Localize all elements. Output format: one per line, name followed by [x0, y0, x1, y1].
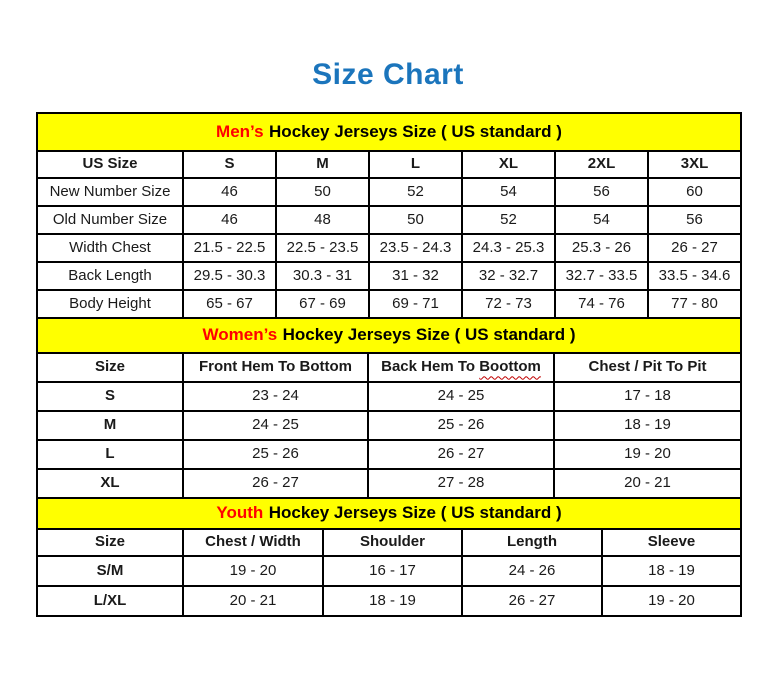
cell: 25 - 26 [368, 411, 554, 440]
column-header: Size [37, 529, 183, 556]
cell: 27 - 28 [368, 469, 554, 498]
cell: 24 - 25 [183, 411, 368, 440]
cell: 18 - 19 [602, 556, 741, 586]
table-row [37, 262, 741, 290]
cell: 46 [183, 206, 276, 234]
cell: 69 - 71 [369, 290, 462, 318]
column-header: US Size [37, 151, 183, 178]
cell: 26 - 27 [183, 469, 368, 498]
cell: 18 - 19 [323, 586, 462, 616]
mens-column-header-row [37, 151, 741, 178]
youth-accent-label: Youth [216, 503, 264, 523]
column-header: Size [37, 353, 183, 382]
cell: 26 - 27 [462, 586, 602, 616]
row-label: S/M [37, 556, 183, 586]
cell: 26 - 27 [648, 234, 741, 262]
cell: 52 [462, 206, 555, 234]
cell: 46 [183, 178, 276, 206]
size-chart-tables [36, 112, 740, 617]
row-label: S [37, 382, 183, 411]
womens-accent-label: Women’s [202, 325, 278, 345]
table-row [37, 556, 741, 586]
cell: 77 - 80 [648, 290, 741, 318]
page-title: Size Chart [312, 58, 464, 91]
cell: 20 - 21 [183, 586, 323, 616]
column-header: 3XL [648, 151, 741, 178]
womens-column-header-row [37, 353, 741, 382]
cell: 23 - 24 [183, 382, 368, 411]
cell: 22.5 - 23.5 [276, 234, 369, 262]
row-label: New Number Size [37, 178, 183, 206]
mens-section-bar [37, 113, 741, 151]
cell: 18 - 19 [554, 411, 741, 440]
column-header: 2XL [555, 151, 648, 178]
spellcheck-word: Boottom [479, 358, 541, 376]
cell: 21.5 - 22.5 [183, 234, 276, 262]
cell: 54 [555, 206, 648, 234]
cell: 33.5 - 34.6 [648, 262, 741, 290]
table-row [37, 206, 741, 234]
row-label: XL [37, 469, 183, 498]
column-header: L [369, 151, 462, 178]
row-label: Old Number Size [37, 206, 183, 234]
cell: 56 [648, 206, 741, 234]
table-row [37, 469, 741, 498]
womens-size-table [36, 317, 742, 499]
cell: 48 [276, 206, 369, 234]
cell: 25.3 - 26 [555, 234, 648, 262]
youth-section-title [37, 498, 741, 529]
column-header: S [183, 151, 276, 178]
mens-size-table [36, 112, 742, 319]
cell: 29.5 - 30.3 [183, 262, 276, 290]
cell: 67 - 69 [276, 290, 369, 318]
table-row [37, 290, 741, 318]
youth-size-table [36, 497, 742, 617]
mens-title-rest: Hockey Jerseys Size ( US standard ) [269, 121, 562, 141]
youth-title-rest: Hockey Jerseys Size ( US standard ) [268, 503, 562, 523]
column-header: Chest / Width [183, 529, 323, 556]
cell: 31 - 32 [369, 262, 462, 290]
youth-section-bar [37, 498, 741, 529]
table-row [37, 234, 741, 262]
row-label: Back Length [37, 262, 183, 290]
table-row [37, 586, 741, 616]
cell: 32.7 - 33.5 [555, 262, 648, 290]
column-header: XL [462, 151, 555, 178]
cell: 50 [276, 178, 369, 206]
cell: 25 - 26 [183, 440, 368, 469]
cell: 30.3 - 31 [276, 262, 369, 290]
row-label: L/XL [37, 586, 183, 616]
cell: 23.5 - 24.3 [369, 234, 462, 262]
womens-title-rest: Hockey Jerseys Size ( US standard ) [282, 325, 576, 345]
cell: 17 - 18 [554, 382, 741, 411]
mens-section-title [37, 113, 741, 151]
row-label: Width Chest [37, 234, 183, 262]
column-header-misspelled [368, 353, 554, 382]
cell: 65 - 67 [183, 290, 276, 318]
cell: 24 - 25 [368, 382, 554, 411]
cell: 56 [555, 178, 648, 206]
cell: 60 [648, 178, 741, 206]
row-label: Body Height [37, 290, 183, 318]
table-row [37, 411, 741, 440]
cell: 50 [369, 206, 462, 234]
column-header: Chest / Pit To Pit [554, 353, 741, 382]
column-header: Front Hem To Bottom [183, 353, 368, 382]
cell: 20 - 21 [554, 469, 741, 498]
header-text: Back Hem To [381, 358, 476, 376]
cell: 19 - 20 [183, 556, 323, 586]
cell: 19 - 20 [602, 586, 741, 616]
column-header: Sleeve [602, 529, 741, 556]
cell: 19 - 20 [554, 440, 741, 469]
cell: 24.3 - 25.3 [462, 234, 555, 262]
column-header: Length [462, 529, 602, 556]
row-label: M [37, 411, 183, 440]
table-row [37, 382, 741, 411]
womens-section-bar [37, 318, 741, 353]
cell: 74 - 76 [555, 290, 648, 318]
column-header: Shoulder [323, 529, 462, 556]
row-label: L [37, 440, 183, 469]
mens-accent-label: Men’s [216, 121, 264, 141]
column-header: M [276, 151, 369, 178]
cell: 16 - 17 [323, 556, 462, 586]
cell: 32 - 32.7 [462, 262, 555, 290]
cell: 26 - 27 [368, 440, 554, 469]
cell: 24 - 26 [462, 556, 602, 586]
cell: 72 - 73 [462, 290, 555, 318]
table-row [37, 178, 741, 206]
cell: 54 [462, 178, 555, 206]
youth-column-header-row [37, 529, 741, 556]
womens-section-title [37, 318, 741, 353]
cell: 52 [369, 178, 462, 206]
table-row [37, 440, 741, 469]
